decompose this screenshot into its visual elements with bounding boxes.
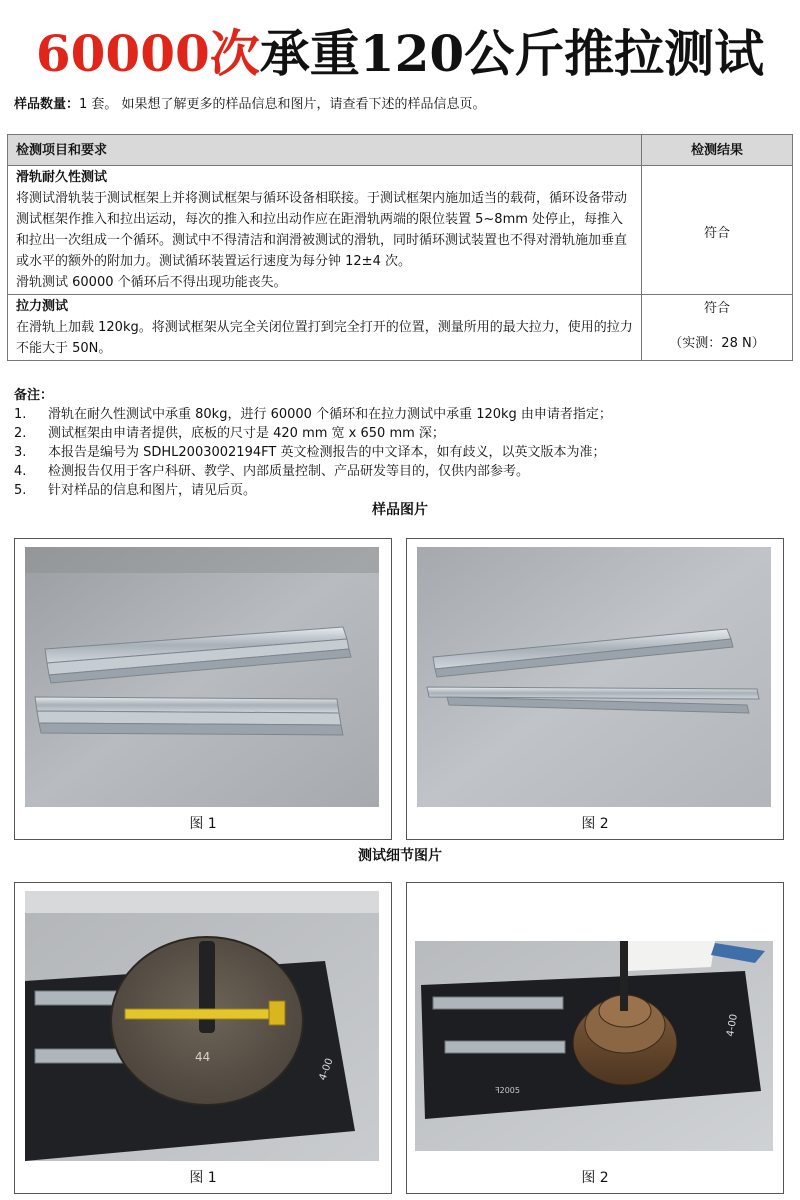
sample-photo-1 [25,547,379,807]
table-row [8,166,793,295]
test-results-table [7,134,793,361]
sample-photo-frame-1 [14,538,392,840]
note-number: 2. [14,426,27,441]
page-title [0,22,800,86]
title-highlight: 60000次 [35,24,260,83]
table-header-row [8,135,793,166]
item-body: 在滑轨上加载 120kg。将测试框架从完全关闭位置打到完全打开的位置，测量所用的最大拉力，使用的拉力不能大于 50N。 [16,320,633,356]
list-item [14,424,794,443]
sample-info [14,96,486,114]
note-text: 检测报告仅用于客户科研、教学、内部质量控制、产品研发等目的，仅供内部参考。 [48,464,530,479]
weight-test-photo-2 [415,941,773,1151]
result-text: 符合 [703,226,730,241]
detail-photo-frame-2 [406,882,784,1194]
sample-photo-2 [417,547,771,807]
list-item [14,462,794,481]
note-text: 针对样品的信息和图片，请见后页。 [48,483,257,498]
note-text: 滑轨在耐久性测试中承重 80kg，进行 60000 个循环和在拉力测试中承重 120kg 由申请者指定； [48,407,612,422]
photo-caption: 图 2 [581,816,609,832]
detail-photo-frame-1 [14,882,392,1194]
board-marking: 4-00 [725,1013,740,1038]
note-number: 3. [14,445,27,460]
requirement-cell [8,295,642,361]
notes-title: 备注： [14,388,54,403]
header-result: 检测结果 [642,135,793,166]
result-text: 符合 [703,301,730,316]
weight-test-photo-1 [25,891,379,1161]
requirement-cell [8,166,642,295]
list-item [14,405,794,424]
rails-photo-1 [25,547,379,807]
note-number: 1. [14,407,27,422]
board-marking: ꟻ2005 [495,1086,520,1095]
list-item [14,443,794,462]
item-title: 拉力测试 [16,299,69,314]
board-marking: 4-00 [317,1056,336,1083]
notes-list [14,405,794,500]
item-extra: 滑轨测试 60000 个循环后不得出现功能丧失。 [16,275,287,290]
detail-photos-title: 测试细节图片 [358,848,442,864]
sample-photo-frame-2 [406,538,784,840]
detail-photo-1 [25,891,379,1161]
sample-info-label: 样品数量： [14,97,80,112]
note-text: 本报告是编号为 SDHL2003002194FT 英文检测报告的中文译本，如有歧义，以英文版本为准； [48,445,606,460]
photo-caption: 图 1 [189,816,217,832]
photo-caption: 图 2 [581,1170,609,1186]
sample-info-text: 1 套。 如果想了解更多的样品信息和图片，请查看下述的样品信息页。 [79,97,486,112]
list-item [14,481,794,500]
weight-marking: 44 [195,1050,211,1064]
header-requirements: 检测项目和要求 [8,135,642,166]
note-text: 测试框架由申请者提供，底板的尺寸是 420 mm 宽 x 650 mm 深； [48,426,445,441]
result-cell [642,295,793,361]
item-body: 将测试滑轨装于测试框架上并将测试框架与循环设备相联接。于测试框架内施加适当的载荷，循环设备带动测试框架作推入和拉出运动，每次的推入和拉出动作应在距滑轨两端的限位装置 5~8mm 处停止，每推入和拉出一次组成一个循环。测试中不得清洁和润滑被测试的滑轨，同时循环测试装置也不得对滑轨施加垂直或水平的额外的附加力。测试循环装置运行速度为每分钟 12±4 次。 [16,191,628,269]
rails-photo-2 [417,547,771,807]
note-number: 4. [14,464,27,479]
item-title: 滑轨耐久性测试 [16,170,108,185]
sample-photos-title: 样品图片 [372,502,428,518]
title-rest: 承重120公斤推拉测试 [259,24,765,83]
result-note: （实测：28 N） [669,336,765,351]
note-number: 5. [14,483,27,498]
detail-photo-2 [415,941,773,1151]
rail-group-bottom [35,697,343,735]
table-row [8,295,793,361]
notes-section [14,386,794,500]
photo-caption: 图 1 [189,1170,217,1186]
result-cell [642,166,793,295]
